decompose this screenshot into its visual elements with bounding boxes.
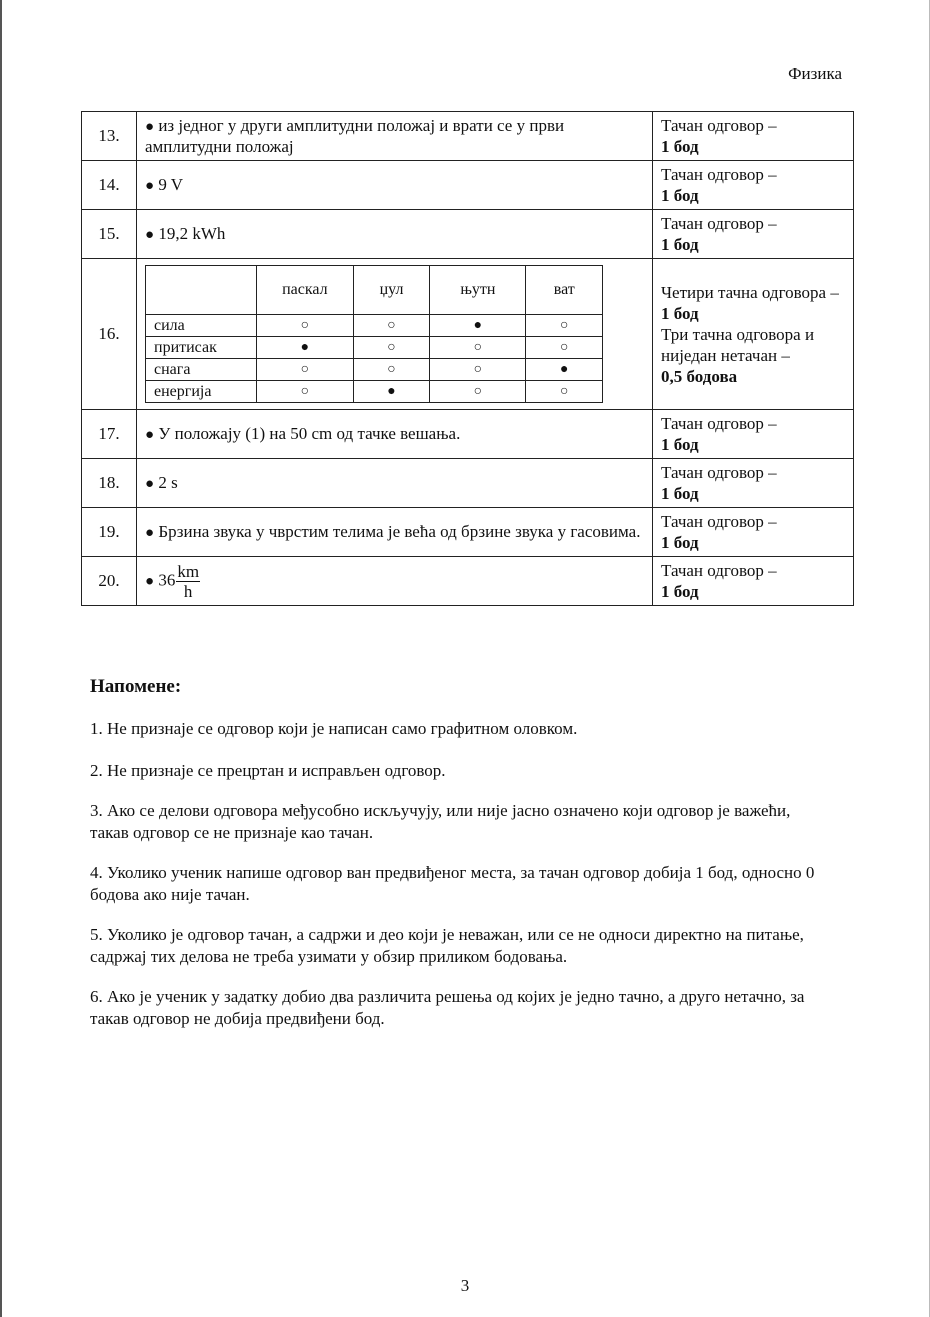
grid-mark: ●	[256, 337, 353, 359]
bullet-icon: ●	[145, 177, 155, 194]
grid-mark: ○	[526, 337, 603, 359]
answer-cell	[137, 459, 653, 508]
points-text: Тачан одговор –	[661, 214, 777, 233]
question-number: 13.	[82, 112, 137, 161]
question-number: 15.	[82, 210, 137, 259]
answer-cell	[137, 410, 653, 459]
page-left-edge	[0, 0, 2, 1317]
grid-row	[146, 337, 603, 359]
answer-cell	[137, 557, 653, 606]
grid-mark: ○	[430, 359, 526, 381]
table-row	[82, 459, 854, 508]
points-cell	[653, 259, 854, 410]
note-item: 1. Не признаје се одговор који је написан само графитном оловком.	[90, 719, 578, 738]
unit-fraction	[176, 562, 200, 601]
grid-mark: ○	[353, 315, 430, 337]
question-number: 14.	[82, 161, 137, 210]
points-cell	[653, 508, 854, 557]
grid-mark: ○	[256, 359, 353, 381]
answer-text: 19,2 kWh	[158, 223, 226, 243]
points-text: Тачан одговор –	[661, 414, 777, 433]
points-value: 1 бод	[661, 186, 699, 205]
points-value: 1 бод	[661, 484, 699, 503]
bullet-icon: ●	[145, 572, 155, 589]
units-grid	[145, 265, 603, 403]
answer-cell	[137, 210, 653, 259]
points-text: Четири тачна одговора –	[661, 282, 839, 302]
grid-header-row	[146, 266, 603, 315]
grid-mark: ○	[353, 337, 430, 359]
unit-denominator: h	[183, 581, 193, 601]
table-row	[82, 259, 854, 410]
bullet-icon: ●	[145, 524, 155, 541]
table-row	[82, 557, 854, 606]
question-number: 18.	[82, 459, 137, 508]
grid-mark: ○	[526, 381, 603, 403]
answer-cell	[137, 508, 653, 557]
grid-row-label: сила	[146, 315, 257, 337]
points-cell	[653, 112, 854, 161]
points-value: 1 бод	[661, 303, 699, 323]
table-row	[82, 112, 854, 161]
grid-mark: ○	[353, 359, 430, 381]
points-value: 0,5 бодова	[661, 366, 738, 386]
grid-row-label: снага	[146, 359, 257, 381]
points-text: Тачан одговор –	[661, 165, 777, 184]
notes-title: Напомене:	[90, 676, 182, 697]
points-value: 1 бод	[661, 582, 699, 601]
note-item: 3. Ако се делови одговора међусобно искључују, или није јасно означено који одговор је важећи, такав одговор се не признаје као тачан.	[90, 801, 791, 842]
note-item: 4. Уколико ученик напише одговор ван предвиђеног места, за тачан одговор добија 1 бод, односно 0 бодова ако није тачан.	[90, 863, 815, 904]
table-row	[82, 508, 854, 557]
answer-key-table	[81, 111, 854, 606]
points-cell	[653, 161, 854, 210]
note-item: 6. Ако је ученик у задатку добио два различита решења од којих је једно тачно, а друго нетачно, за такав одговор не добија предвиђени бод.	[90, 987, 805, 1028]
page-number: 3	[460, 1276, 470, 1295]
grid-mark: ●	[430, 315, 526, 337]
points-value: 1 бод	[661, 235, 699, 254]
points-value: 1 бод	[661, 435, 699, 454]
grid-mark: ●	[526, 359, 603, 381]
table-row	[82, 410, 854, 459]
points-value: 1 бод	[661, 533, 699, 552]
grid-mark: ○	[256, 381, 353, 403]
answer-text: У положају (1) на 50 cm од тачке вешања.	[158, 423, 461, 443]
answer-text: Брзина звука у чврстим телима је већа од брзине звука у гасовима.	[158, 521, 641, 541]
question-number: 16.	[82, 259, 137, 410]
question-number: 19.	[82, 508, 137, 557]
grid-mark: ○	[526, 315, 603, 337]
points-text: Тачан одговор –	[661, 512, 777, 531]
grid-row	[146, 315, 603, 337]
table-row	[82, 210, 854, 259]
table-row	[82, 161, 854, 210]
grid-row-label: притисак	[146, 337, 257, 359]
grid-column-header: ват	[526, 266, 603, 315]
points-cell	[653, 210, 854, 259]
grid-mark: ●	[353, 381, 430, 403]
grid-mark: ○	[430, 337, 526, 359]
question-number: 17.	[82, 410, 137, 459]
grid-mark: ○	[256, 315, 353, 337]
bullet-icon: ●	[145, 475, 155, 492]
grid-row	[146, 381, 603, 403]
grid-row-label: енергија	[146, 381, 257, 403]
grid-mark: ○	[430, 381, 526, 403]
grid-row	[146, 359, 603, 381]
unit-numerator: km	[177, 561, 200, 581]
question-number: 20.	[82, 557, 137, 606]
grid-column-header: џул	[353, 266, 430, 315]
note-item: 2. Не признаје се прецртан и исправљен одговор.	[90, 761, 446, 780]
points-text: Тачан одговор –	[661, 561, 777, 580]
points-cell	[653, 459, 854, 508]
bullet-icon: ●	[145, 426, 155, 443]
bullet-icon: ●	[145, 118, 155, 135]
answer-text: из једног у други амплитудни положај и врати се у први амплитудни положај	[145, 115, 565, 156]
grid-column-header: паскал	[256, 266, 353, 315]
answer-value: 36	[158, 569, 176, 589]
points-text: Три тачна одговора и ниједан нетачан –	[661, 324, 815, 365]
header-subject: Физика	[788, 64, 842, 83]
answer-cell	[137, 112, 653, 161]
note-item: 5. Уколико је одговор тачан, а садржи и део који је неважан, или се не односи директно на питање, садржај тих делова не треба узимати у обзир приликом бодовања.	[90, 925, 804, 966]
grid-column-header: њутн	[430, 266, 526, 315]
answer-text: 9 V	[158, 174, 184, 194]
points-text: Тачан одговор –	[661, 463, 777, 482]
points-cell	[653, 557, 854, 606]
points-cell	[653, 410, 854, 459]
answer-cell	[137, 161, 653, 210]
bullet-icon: ●	[145, 226, 155, 243]
answer-cell	[137, 259, 653, 410]
points-text: Тачан одговор –	[661, 116, 777, 135]
grid-corner	[146, 266, 257, 315]
points-value: 1 бод	[661, 137, 699, 156]
answer-text: 2 s	[158, 472, 178, 492]
